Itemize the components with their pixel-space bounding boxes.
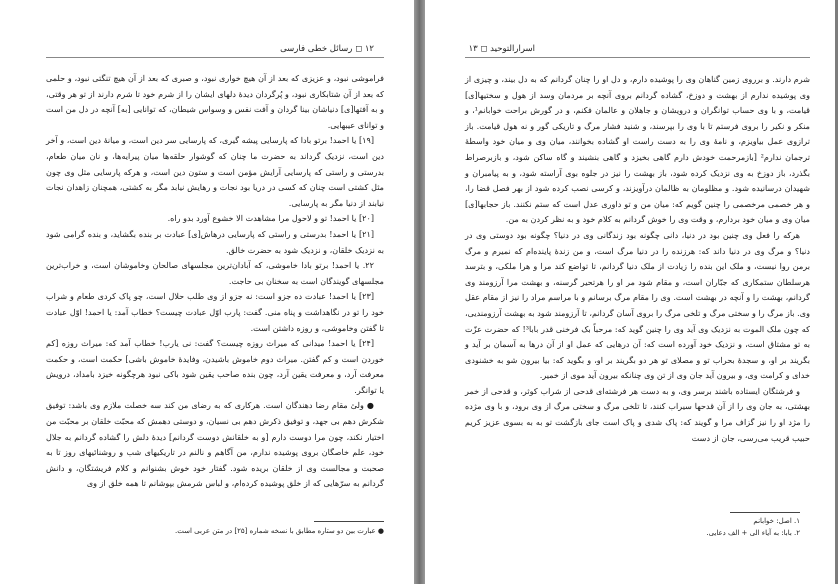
running-header: ۱۲ ◻ رسائل خطی فارسی [280, 44, 374, 54]
right-page [425, 0, 835, 584]
left-page [0, 0, 414, 584]
paragraph: هرکه را فعل وی چنین بود در دنیا، دانی چگونه بود زندگانی وی در دنیا؟ چگونه بود دوستی وی در دنیا؟ و مرگ وی در دنیا داند که: هرزنده را در دنیا مرگ است، و من زندهٔ پاینده‌ام که نمیرم و مرگ برمن روا نیست، و ملک این بنده را زیادت از ملک دنیا گردانم، تا تواضع کند مرا و هرا ملکی، و بترسد هرسلطان ستمکاری که جبّاران است، و مقام شود مر او را هرتحیر گرسنه، و بهشت مرا آرزومند وی گردانم، بهشت را و آنچه در بهشت است. وی را مقام مرگ برسانم و با مراسم مراد را نیز از مقام عقل وی. باز مرگ را و سختی مرگ و تلخی مرگ را بروی آسان گردانم، تا آرزومند شود به بهشت آرزومندیی، که چون ملک الموت به نزدیک وی آید وی را چنین گوید که: مرحباً بک فرخنی قدر بابا³! که حضرت عزّت به تو مشتاق است، و نزدیک خود آورده است که: آن درهایی که عمل او از آن درها به آسمان بر آید و بگریند بر او، و سجدهٔ بحراب تو و مصلای تو هر دو بگریند بر او، و بگوید که: بیا بیرون شو به خشنودی خدای و کرامت وی، و بیرون آید جان وی از تن وی چنانکه بیرون آید موی از خمیر. [465, 229, 810, 381]
paragraph: فراموشی نبود، و عزیزی که بعد از آن هیچ خواری نبود، و صبری که بعد از آن هیچ تنگتی نبود، و حلمی که بعد از آن شتابکاری نبود، و پُرگردان دیدهٔ دلهای ایشان را از شرم خود تا شرم دارند از تو هر وقتی، و به آفتها[ی] دنیاشان بینا گردان و آفت نفس و وسواس شیطان، که توانایی [به] آنچه در دل من است و توانای عیبهایی. [46, 73, 384, 130]
footnote: ● عبارت بین دو ستاره مطابق با نسخه شماره [۲۵] در متن عربی است. [175, 527, 384, 535]
book-gutter [414, 0, 425, 584]
footnote-rule [314, 521, 384, 522]
paragraph: [۲۱] یا احمد! بدرستی و راستی که پارسایی درهاش[ی] عبادت بر بنده بگشاید، و بنده گرامی شود به نزدیک خلقان، و نزدیک شود به حضرت خالق. [46, 228, 384, 255]
footnote: ۱. اصل: خوابانم [753, 517, 800, 525]
page-body [46, 71, 384, 492]
footnote: ۲. بابا: به آیاء الی + الف دعایی. [706, 529, 800, 537]
running-header: اسرارالتوحید ◻ ۱۳ [468, 44, 535, 54]
paragraph: ۲۲. یا احمد! برتو بادا خاموشی، که آبادان‌ترین مجلسهای صالحان وخاموشان است، و خراب‌ترین مجلسهای گویندگان است به سخنان بی حاجت. [46, 260, 384, 286]
paragraph: و فرشتگان ایستاده باشند برسر وی، و به دست هر فرشته‌ای قدحی از شراب کوثر، و قدحی از خمر بهشتی، به جان وی را از آن قدحها سیراب کنند، تا تلخی مرگ و سختی مرگ از وی برود، و با وی مژده را مژد او را نیز گزاف مرا و گویند که: پاک شدی و پاک است جای بازگشت تو به به بسوی عزیز کریم حبیب قریب می‌رسی، جان از دست [465, 385, 810, 443]
paragraph: [۱۹] یا احمد! برتو بادا که پارسایی پیشه گیری، که پارسایی سر دین است، و میانهٔ دین است، و آخر دین است، نزدیک گرداند به حضرت ما چنان که گوشوار حلقه‌ها میان پیرایه‌ها، و نان میان طعام، بدرستی و راستی که پارسایی آرایش مؤمن است و ستون دین است، و هرکه پارسایی مثل وی چون مثل کشتی است چنان که کسی در دریا بود نجات و رهایش نیابد مگر به کشتی، همچنان زاهدان نجات نیابند از دنیا مگر به پارسایی. [46, 135, 384, 208]
page-body [465, 72, 810, 446]
paragraph: شرم دارند. و برروی زمین گناهان وی را پوشیده دارم، و دل او را چنان گردانم که به دل بیند، و چیزی از وی پوشیده ندارم از بهشت و دوزخ، گشاده گردانم بروی آنچه بر مردمان وسد از هول و سختیها[ی] قیامت، و با وی حساب توانگران و درویشان و جاهلان و عالمان فکنم، و در گورش براحت خوابانم¹، و منکر و نکیر را بروی فرستم تا با وی را بپرسند، و شنید فشار مرگ و تاریکی گور و نه هول قیامت. باز ترازوی عمل بیاویزم، و نامهٔ وی را به دست راست او گشاده بخوانند، میان وی و میان خود واسطهٔ ترجمان ندارم² [بازمرحمت خودش دارم گاهی بخیزد و گاهی بنشیند و گاه ساکن شود، و بازبرصراط بگذرد، باز دوزخ به وی نزدیک کرده شود، باز بهشت را نیز در جلوه بوی آراسته شود، و به پیامبران و شهیدان درسانیده شود. و مظلومان به ظالمان درآویزند، و کرسی نصب کرده شود از بهر فصل قضا را، و هر خصمی مرخصمی را چنین گویم که: میان من و تو داوری عدل است که ستم نکنند. باز حجابها[ی] میان وی و میان خود بردارم، و وقت وی را خوش گردانم به کلام خود و به نظر کردن به من. [465, 74, 811, 225]
header-rule [465, 57, 810, 58]
paragraph: ● ولیٔ مقام رضا دهندگان است. هرکاری که به رضای من کند سه خصلت ملازم وی باشد: توفیق شکرش دهم بی جهد، و توفیق ذکرش دهم بی نسیان، و دوستی دهمش که محبّت خلقان بر محبّت من اختیار نکند، چون مرا دوست دارم [و به خلقانش دوست گردانم] دیدهٔ دلش را گشاده گردانم به جلال خود، علم خاصگان بروی پوشیده ندارم، من آگاهم و نالنم در تاریکیهای شب و روشنائیهای روز تا به صحبت و مجالست وی از خلقان بریده شود. گفتار خود خوش بشنوانم و کلام فریشتگان، و دانش گردانم به سرّهایی که از خلق پوشیده کرده‌ام، و لباس شرمش بپوشانم تا همه خلق از وی [46, 400, 384, 489]
header-rule [46, 57, 384, 58]
footnote-rule [730, 512, 800, 513]
paragraph: [۲۰] یا احمد! تو و لاحول مرا مشاهدت الا خشوع آورد بدو راه. [167, 213, 374, 224]
paragraph: [۲۴] یا احمد! میدانی که میراث روزه چیست؟ گفت: نی یارب! خطاب آمد که: میراث روزه [کم خوردن است و کم گفتن. میراث دوم خاموش باشیدن، وفایدهٔ خاموش باشی] حکمت است، و حکمت معرفت آرد، و معرفت یقین آرد، چون بنده صاحب یقین شود باکی نبود هرچگونه خیزد بامداد، درویش یا توانگر. [46, 338, 384, 395]
paragraph: [۲۳] یا احمد! عبادت ده جزو است: نه جزو از وی طلب حلال است، چو پاک کردی طعام و شراب خود را تو در نگاهداشت و پناه منی. گفت: پارب اوّل عبادت چیست؟ خطاب آمد: یا احمد! اوّل عبادت تا گفتن وخاموشی، و روزه داشتن است. [46, 291, 384, 333]
